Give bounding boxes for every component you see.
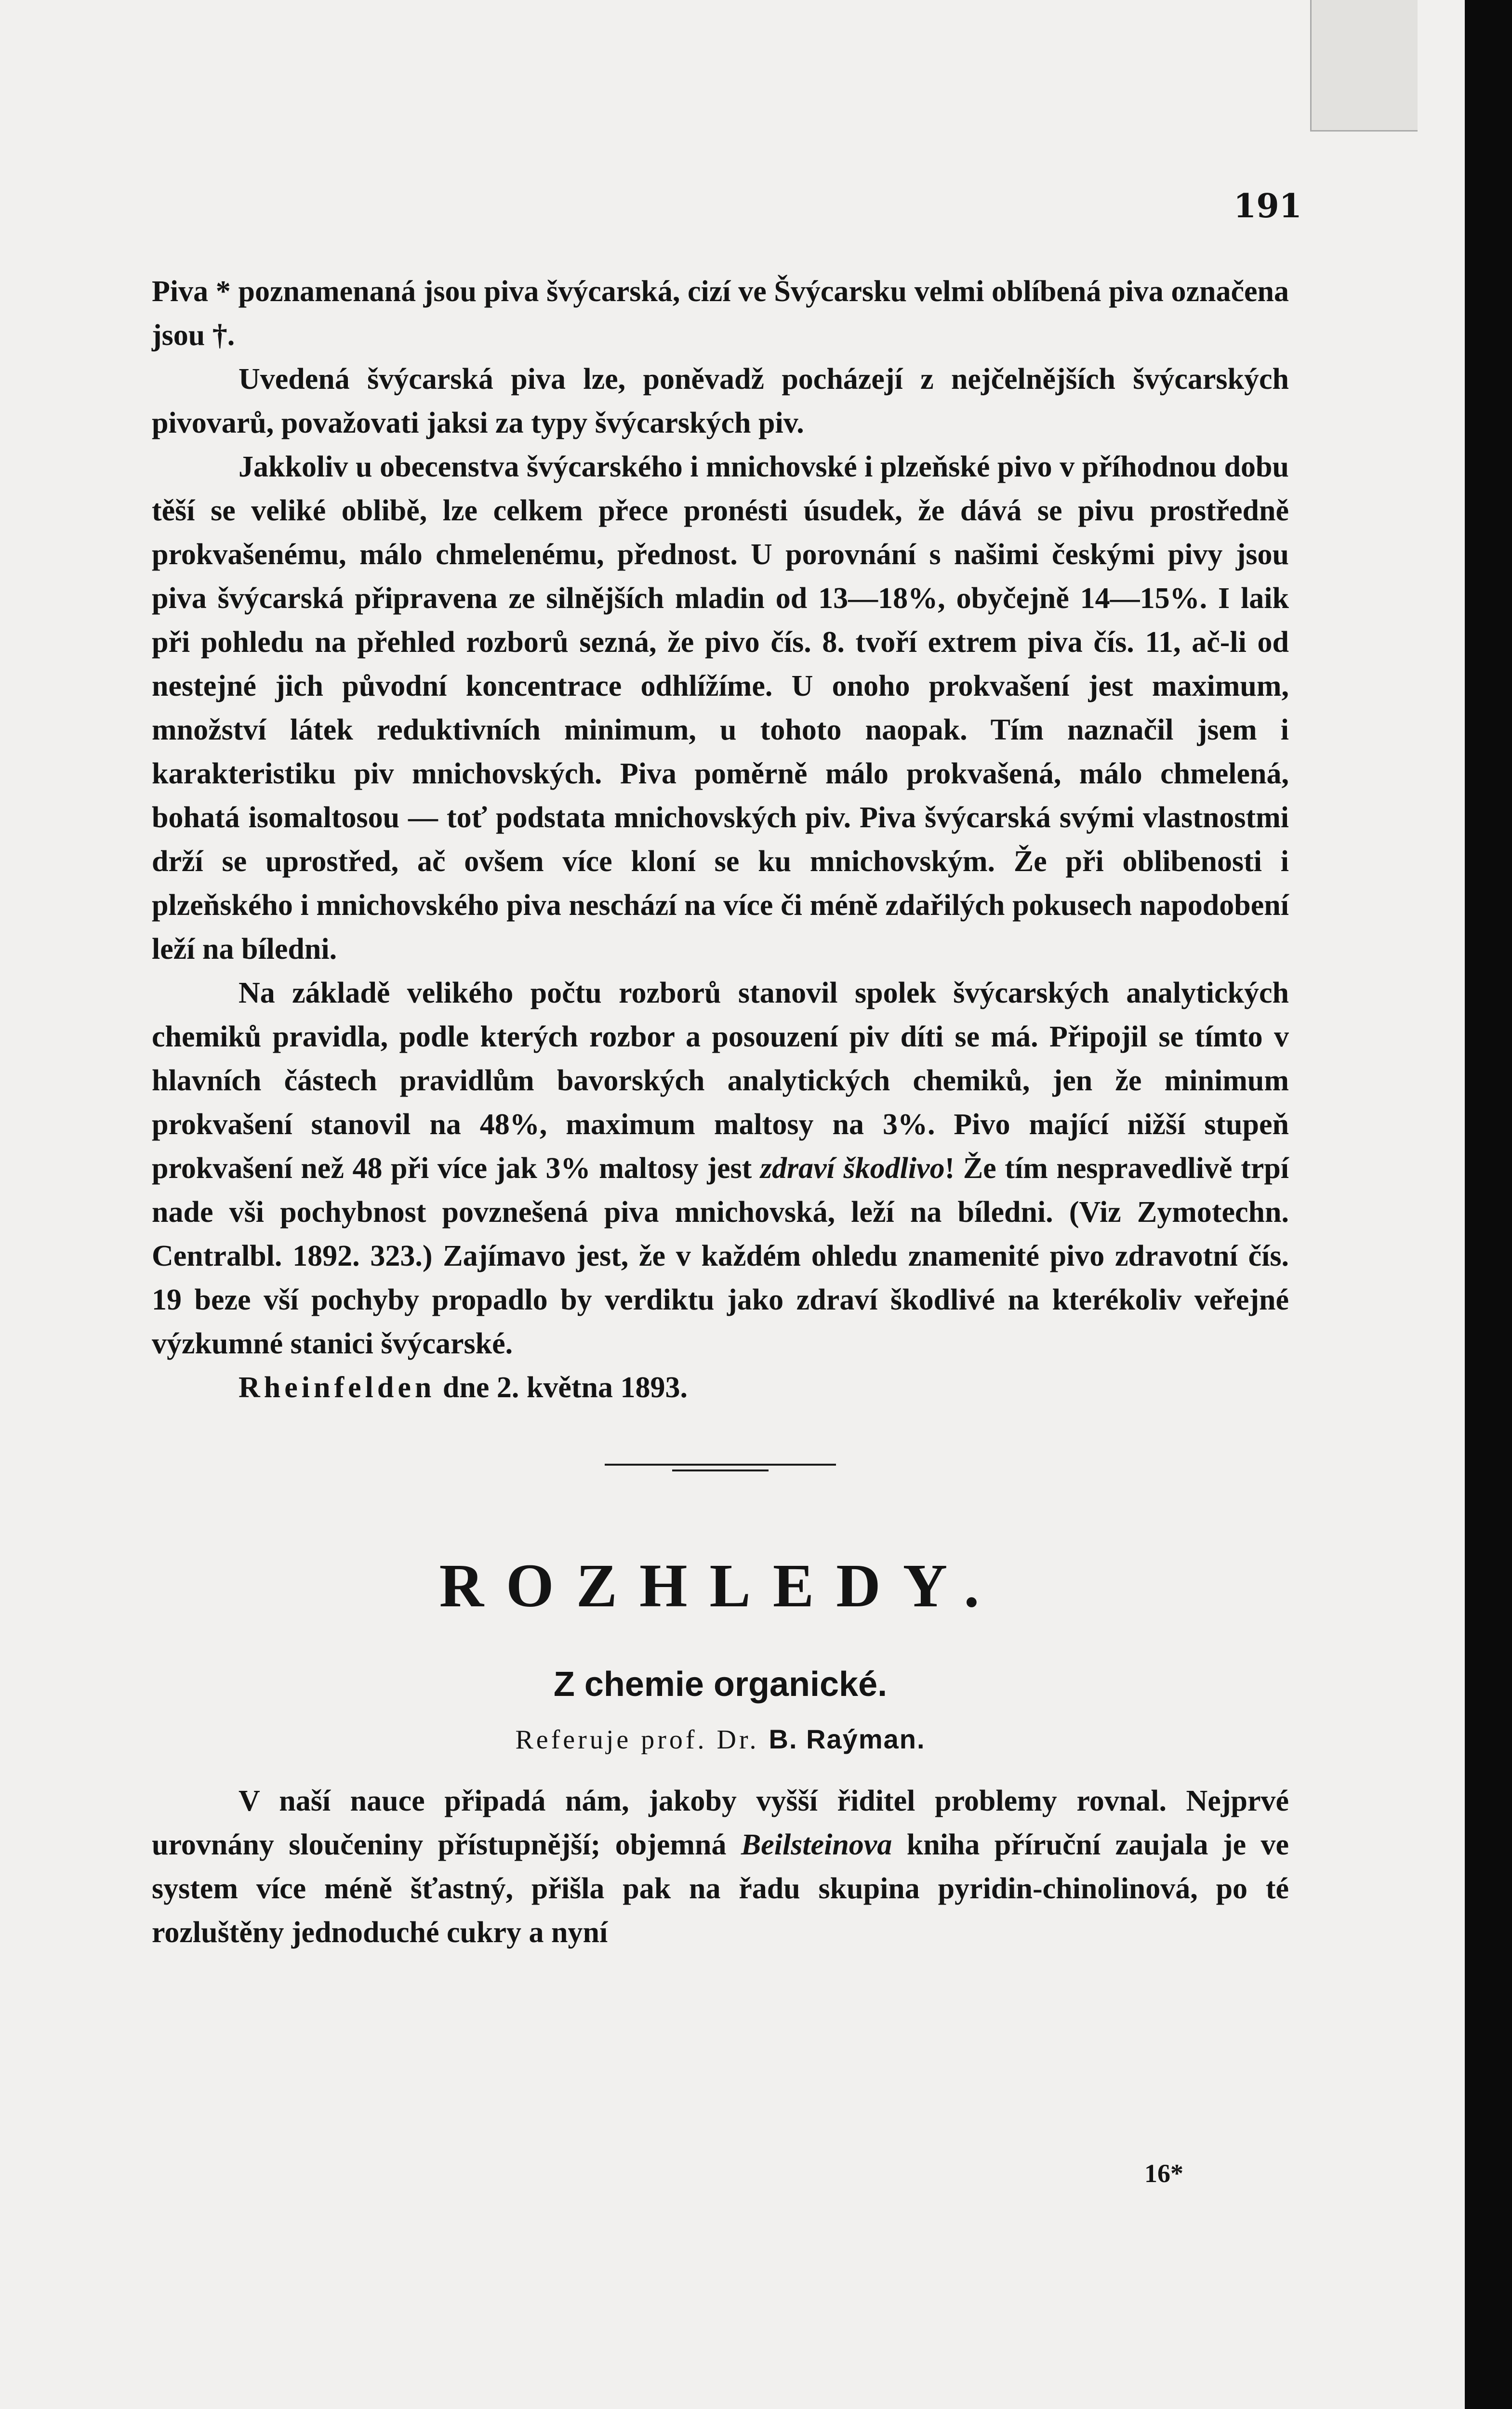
separator-line-short xyxy=(672,1469,769,1471)
printer-signature: 16* xyxy=(1144,2159,1183,2188)
article-text-start: V naší nauce připadá nám, jakoby vyšší řiditel problemy rovnal. Nejprvé urovnány sloučeniny přístupnější; objemná xyxy=(152,1785,1289,1861)
rules-text-start: Na základě velikého počtu rozborů stanovil spolek švýcarských analytických chemiků pravidla, podle kterých rozbor a posouzení piv díti se má. Připojil se tímto v hlavních částech pravidlům bavorských analytických chemiků, jen že minimum prokvašení stanovil na 48%, maximum maltosy na 3%. Pivo mající nižší stupeň prokvašení než 48 při více jak 3% maltosy jest xyxy=(152,977,1289,1185)
rules-emphasis: zdraví škodlivo xyxy=(760,1152,945,1185)
section-title: ROZHLEDY. xyxy=(439,1551,1002,1620)
byline-author: B. Raýman. xyxy=(769,1724,926,1754)
date-text: dne 2. května 1893. xyxy=(442,1371,688,1404)
place-name: Rheinfelden xyxy=(239,1371,436,1404)
scan-edge xyxy=(1465,0,1512,2409)
paper-scrap xyxy=(1310,0,1418,132)
article-paragraph xyxy=(152,1779,1289,1955)
byline-prefix: Referuje prof. Dr. xyxy=(515,1725,759,1755)
byline xyxy=(152,1723,1289,1755)
paragraph-swiss-beers: Uvedená švýcarská piva lze, poněvadž pocházejí z nejčelnějších švýcarských pivovarů, považovati jaksi za typy švýcarských piv. xyxy=(152,363,1289,439)
article-text-end: kniha příruční zaujala je ve system více méně šťastný, přišla pak na řadu skupina pyridin-chinolinová, po té rozluštěny jednoduché cukry a nyní xyxy=(152,1828,1289,1949)
page-number: 191 xyxy=(1233,187,1302,225)
text-column xyxy=(152,270,1289,1955)
place-date xyxy=(152,1366,1289,1410)
paragraph-analysis-rules xyxy=(152,971,1289,1366)
rules-text-end: ! Že tím nespravedlivě trpí nade vši pochybnost povznešená piva mnichovská, leží na bíledni. (Viz Zymotechn. Centralbl. 1892. 323.) Zajímavo jest, že v každém ohledu znamenité pivo zdravotní čís. 19 beze vší pochyby propadlo by verdiktu jako zdraví škodlivé na kterékoliv veřejné výzkumné stanici švýcarské. xyxy=(152,1152,1289,1360)
article-emphasis: Beilsteinova xyxy=(741,1828,892,1861)
separator-line-long xyxy=(605,1464,836,1466)
paragraph-beer-legend: Piva * poznamenaná jsou piva švýcarská, cizí ve Švýcarsku velmi oblíbená piva označena jsou †. xyxy=(152,275,1289,352)
section-separator xyxy=(605,1463,836,1473)
section-subtitle: Z chemie organické. xyxy=(553,1665,888,1704)
paragraph-comparison: Jakkoliv u obecenstva švýcarského i mnichovské i plzeňské pivo v příhodnou dobu těší se veliké oblibě, lze celkem přece pronésti úsudek, že dává se pivu prostředně prokvašenému, málo chmelenému, přednost. U porovnání s našimi českými pivy jsou piva švýcarská připravena ze silnějších mladin od 13—18%, obyčejně 14—15%. I laik při pohledu na přehled rozborů sezná, že pivo čís. 8. tvoří extrem piva čís. 11, ač-li od nestejné jich původní koncentrace odhlížíme. U onoho prokvašení jest maximum, množství látek reduktivních minimum, u tohoto naopak. Tím naznačil jsem i karakteristiku piv mnichovských. Piva poměrně málo prokvašená, málo chmelená, bohatá isomaltosou — toť podstata mnichovských piv. Piva švýcarská svými vlastnostmi drží se uprostřed, ač ovšem více kloní se ku mnichovským. Že při oblibenosti i plzeňského i mnichovského piva neschází na více či méně zdařilých pokusech napodobení leží na bíledni. xyxy=(152,450,1289,966)
